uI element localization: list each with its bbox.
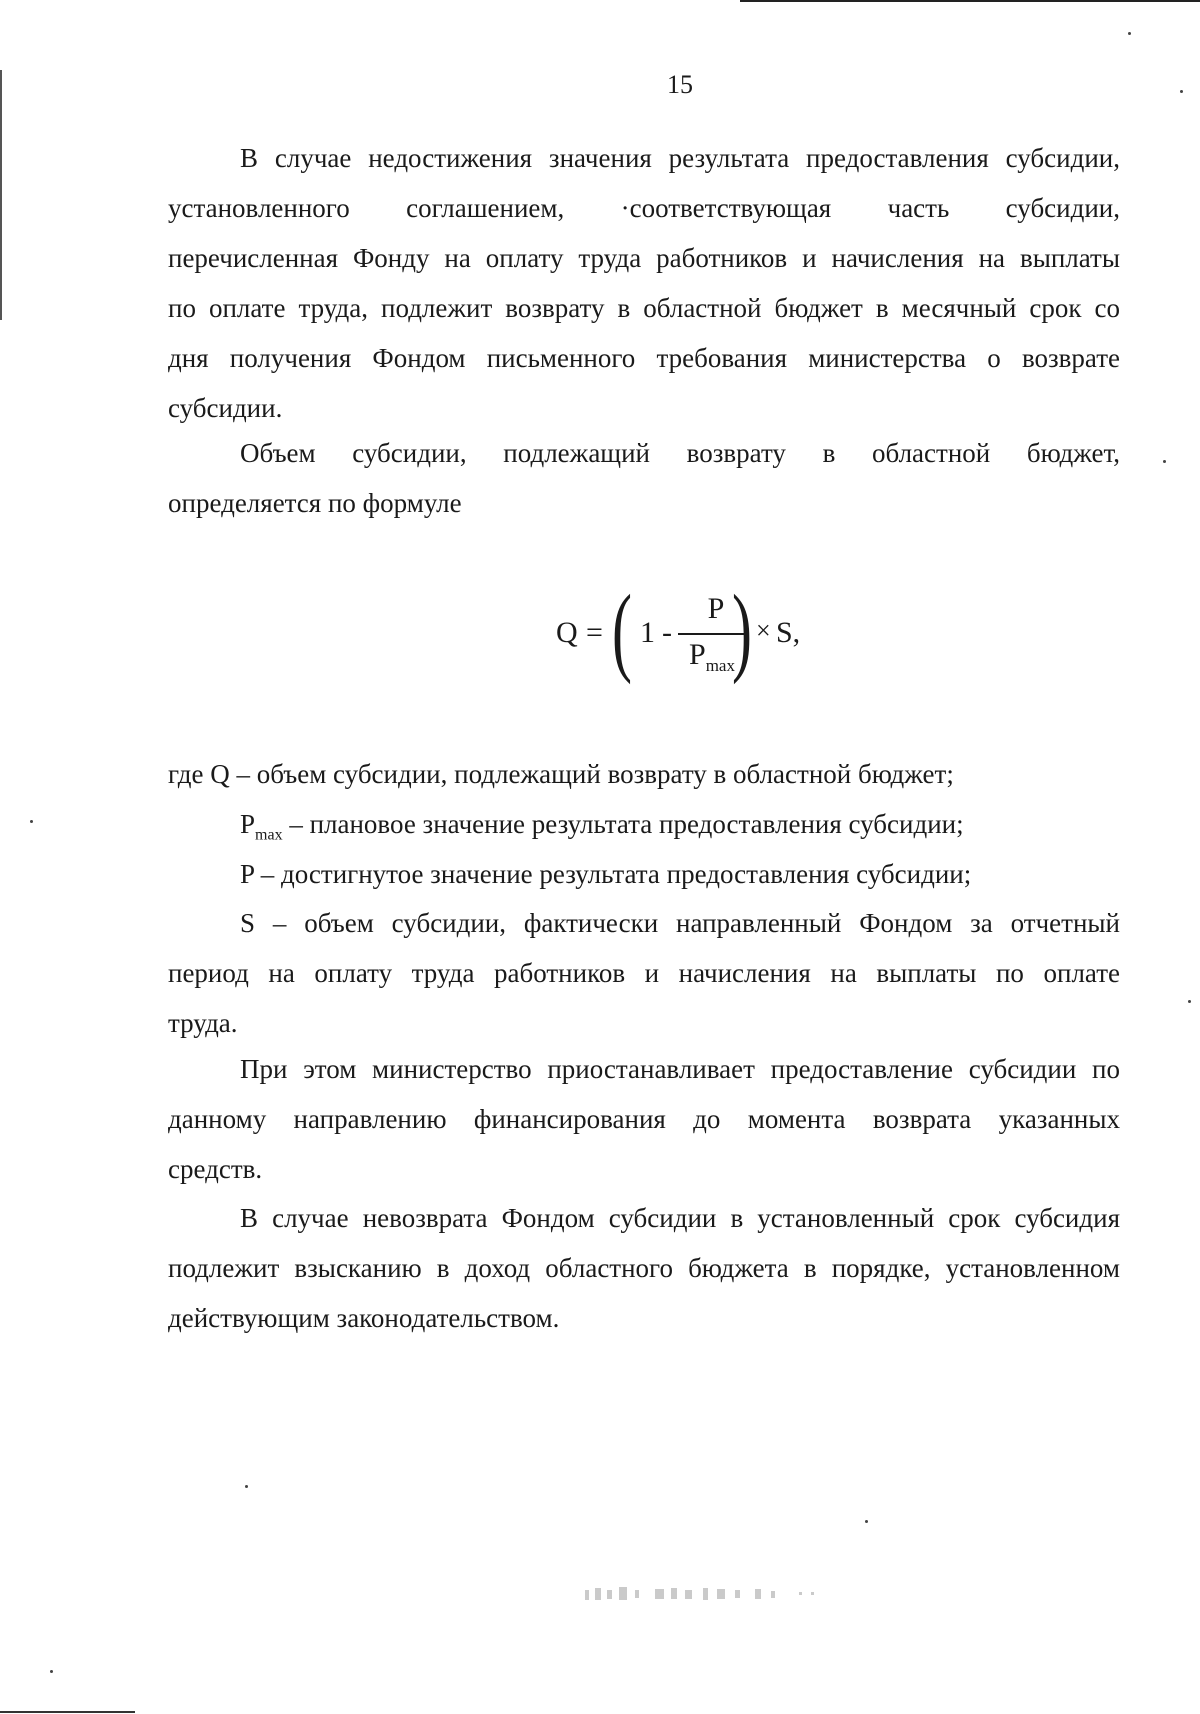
definition-q: где Q – объем субсидии, подлежащий возврату в областной бюджет;	[168, 759, 954, 789]
text-line: При этом министерство приостанавливает предоставление субсидии по	[240, 1054, 1120, 1084]
text-line: субсидии.	[168, 393, 283, 423]
page-number: 15	[667, 70, 693, 99]
paragraph-suspension	[168, 1044, 1120, 1194]
formula-equals: =	[586, 616, 603, 649]
formula-paren-left: (	[612, 574, 632, 685]
formula-q: Q	[556, 616, 578, 649]
definition-p: P – достигнутое значение результата предоставления субсидии;	[240, 859, 972, 889]
definition-s	[168, 898, 1120, 1048]
scan-speck	[30, 820, 33, 823]
formula-s: S,	[776, 616, 801, 649]
text-line: средств.	[168, 1154, 263, 1184]
formula-denominator: $P_{max}$	[689, 638, 735, 675]
scan-speck	[245, 1485, 248, 1488]
text-line: В случае недостижения значения результата предоставления субсидии,	[240, 143, 1120, 173]
text-line: S – объем субсидии, фактически направленный Фондом за отчетный	[240, 908, 1120, 938]
text-line: данному направлению финансирования до момента возврата указанных	[168, 1104, 1120, 1134]
formula-minus: -	[662, 616, 672, 649]
paragraph-formula-intro	[168, 428, 1120, 528]
text-line: период на оплату труда работников и начисления на выплаты по оплате	[168, 958, 1120, 988]
text-line: перечисленная Фонду на оплату труда работников и начисления на выплаты	[168, 243, 1120, 273]
scan-speck	[1128, 32, 1131, 35]
formula-paren-right: )	[732, 574, 752, 685]
formula-numerator: P	[707, 592, 725, 625]
text-line: дня получения Фондом письменного требования министерства о возврате	[168, 343, 1120, 373]
text-line: действующим законодательством.	[168, 1303, 560, 1333]
definition-pmax: $P_{max}$ – плановое значение результата предоставления субсидии;	[240, 809, 964, 844]
formula-times: ×	[756, 616, 771, 645]
scan-speck	[50, 1670, 53, 1673]
text-line: установленного соглашением, ·соответствующая часть субсидии,	[168, 193, 1120, 223]
paragraph-recovery	[168, 1193, 1120, 1343]
refund-formula	[556, 574, 816, 690]
text-line: определяется по формуле	[168, 488, 462, 518]
formula-one: 1	[640, 616, 655, 649]
text-line: труда.	[168, 1008, 238, 1038]
bleed-through-mark	[585, 1578, 885, 1608]
scan-speck	[1163, 460, 1166, 463]
text-line: Объем субсидии, подлежащий возврату в областной бюджет,	[240, 438, 1120, 468]
scan-speck	[1180, 90, 1183, 93]
scan-edge-top	[740, 0, 1200, 2]
text-line: по оплате труда, подлежит возврату в областной бюджет в месячный срок со	[168, 293, 1120, 323]
scan-speck	[865, 1520, 868, 1523]
text-line: В случае невозврата Фондом субсидии в установленный срок субсидия	[240, 1203, 1120, 1233]
text-line: подлежит взысканию в доход областного бюджета в порядке, установленном	[168, 1253, 1120, 1283]
paragraph-refund-condition	[168, 133, 1120, 433]
scan-speck	[1188, 1000, 1191, 1003]
scan-edge-left	[0, 70, 2, 320]
scan-edge-bottom	[0, 1711, 135, 1713]
